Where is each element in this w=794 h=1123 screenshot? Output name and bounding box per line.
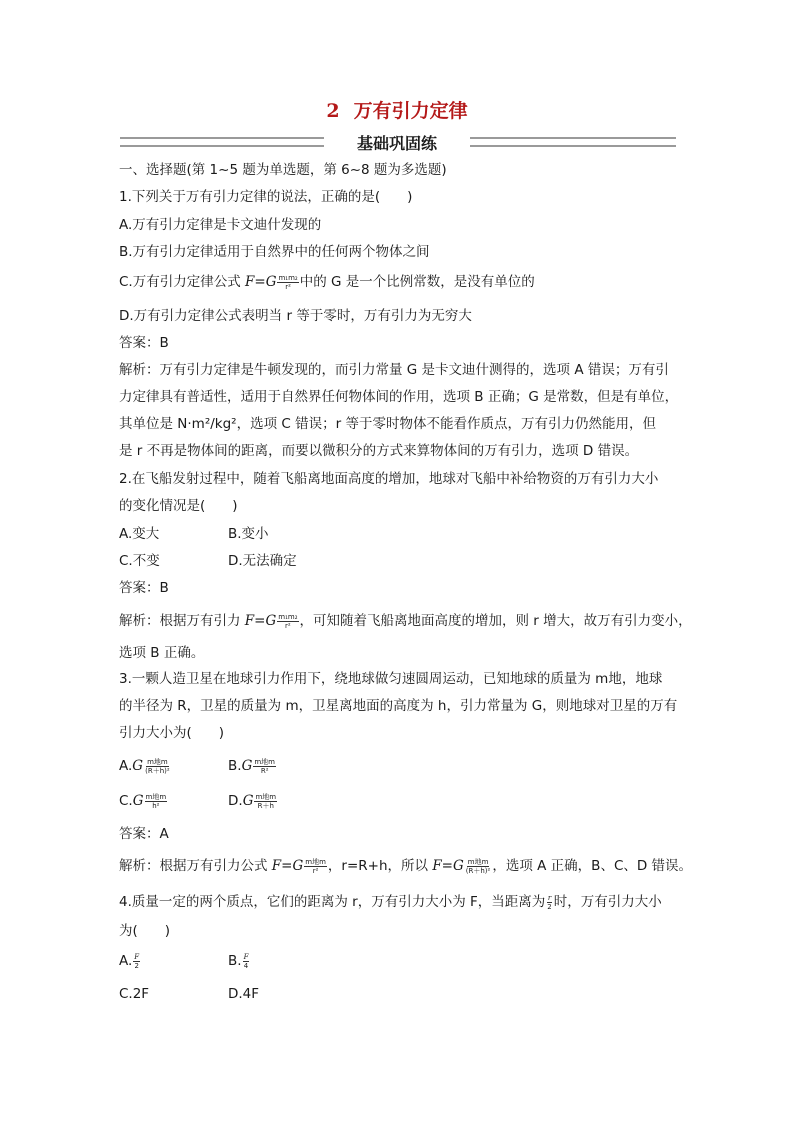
q4-stem-prefix: 4.质量一定的两个质点，它们的距离为 r，万有引力大小为 F，当距离为 — [119, 894, 546, 910]
q3-option-a — [119, 757, 172, 775]
frac-numerator: m地m — [305, 857, 326, 866]
formula-f-eq: F=G — [271, 858, 304, 874]
frac-numerator: m地m — [255, 792, 277, 801]
fraction-m1m2-r2 — [277, 613, 298, 630]
frac-denominator: r² — [312, 866, 319, 875]
frac-denominator: (R＋h)² — [465, 866, 491, 875]
fraction-m1m2-r2 — [277, 274, 298, 291]
q3-exp-suffix: ，选项 A 正确，B、C、D 错误。 — [492, 858, 693, 874]
formula-g: G — [242, 793, 254, 809]
option-letter: B. — [228, 758, 242, 774]
q3-stem-1: 3.一颗人造卫星在地球引力作用下，绕地球做匀速圆周运动，已知地球的质量为 m地，地球 — [119, 671, 663, 687]
q1-option-a: A.万有引力定律是卡文迪什发现的 — [119, 217, 322, 233]
formula-f-eq: F=G — [244, 613, 277, 629]
q1-option-c — [119, 273, 535, 291]
frac-numerator: m地m — [254, 757, 275, 766]
q2-exp-suffix: ，可知随着飞船离地面高度的增加，则 r 增大，故万有引力变小， — [299, 613, 692, 629]
frac-denominator: (R＋h)² — [145, 766, 170, 775]
frac-denominator: R＋h — [257, 801, 274, 810]
q3-stem-3: 引力大小为( ) — [119, 725, 225, 741]
fraction-mm-rh2 — [144, 758, 171, 775]
section-rule-left — [120, 137, 324, 147]
title-text: 万有引力定律 — [353, 100, 468, 122]
section-rule-right — [470, 137, 676, 147]
part-heading: 一、选择题(第 1~5 题为单选题，第 6~8 题为多选题) — [119, 162, 447, 178]
q4-option-d: D.4F — [228, 986, 260, 1002]
q3-option-c — [119, 792, 168, 810]
q1-answer: 答案：B — [119, 335, 169, 351]
q4-stem-suffix: 时，万有引力大小 — [553, 894, 662, 910]
q2-option-d: D.无法确定 — [228, 553, 297, 569]
q1-option-d: D.万有引力定律公式表明当 r 等于零时，万有引力为无穷大 — [119, 308, 472, 324]
q1-option-b: B.万有引力定律适用于自然界中的任何两个物体之间 — [119, 244, 430, 260]
q2-answer: 答案：B — [119, 580, 169, 596]
fraction-r-2 — [546, 894, 552, 911]
fraction-mm-rh2 — [465, 858, 492, 875]
page-title — [0, 96, 794, 123]
q3-exp-middle: ，r=R+h，所以 — [327, 858, 433, 874]
frac-numerator: r — [547, 893, 552, 902]
q4-option-a — [119, 952, 141, 970]
fraction-mm-r2 — [304, 858, 327, 875]
q1-explanation-3: 其单位是 N·m²/kg²，选项 C 错误；r 等于零时物体不能看作质点，万有引力仍然能用，但 — [119, 416, 656, 432]
q4-stem-2: 为( ) — [119, 923, 171, 939]
q1-c-suffix: 中的 G 是一个比例常数，是没有单位的 — [299, 274, 535, 290]
q2-option-a: A.变大 — [119, 526, 160, 542]
frac-denominator: r² — [285, 621, 291, 630]
q2-option-b: B.变小 — [228, 526, 269, 542]
frac-numerator: m₁m₂ — [278, 612, 298, 621]
frac-numerator: F — [243, 952, 249, 961]
fraction-mm-r2 — [253, 758, 276, 775]
q4-stem-1 — [119, 893, 662, 911]
q2-stem-1: 2.在飞船发射过程中，随着飞船离地面高度的增加，地球对飞船中补给物资的万有引力大小 — [119, 471, 659, 487]
formula-f-eq: F=G — [432, 858, 464, 874]
fraction-f-2 — [133, 953, 140, 970]
fraction-mm-rh — [254, 793, 277, 810]
frac-denominator: R² — [260, 766, 269, 775]
q2-explanation-2: 选项 B 正确。 — [119, 645, 205, 661]
q4-option-b — [228, 952, 250, 970]
section-title: 基础巩固练 — [356, 134, 437, 153]
frac-denominator: 2 — [547, 902, 552, 911]
q3-option-d — [228, 792, 278, 810]
q2-exp-prefix: 解析：根据万有引力 — [119, 613, 245, 629]
option-letter: A. — [119, 758, 133, 774]
section-header — [120, 131, 676, 153]
frac-denominator: 2 — [134, 961, 139, 970]
fraction-f-4 — [243, 953, 250, 970]
formula-g: G — [241, 758, 253, 774]
q1-stem: 1.下列关于万有引力定律的说法，正确的是( ) — [119, 189, 413, 205]
frac-denominator: 4 — [243, 961, 249, 970]
frac-numerator: m₁m₂ — [278, 273, 298, 282]
title-number: 2 — [326, 100, 340, 122]
option-letter: C. — [119, 793, 133, 809]
formula-f-eq: F=G — [245, 274, 277, 290]
formula-g: G — [132, 758, 144, 774]
formula-g: G — [132, 793, 144, 809]
frac-numerator: m地m — [147, 757, 168, 766]
frac-numerator: m地m — [467, 857, 489, 866]
q3-exp-prefix: 解析：根据万有引力公式 — [119, 858, 272, 874]
fraction-mm-h2 — [145, 793, 168, 810]
option-letter: B. — [228, 953, 242, 969]
q4-option-c: C.2F — [119, 986, 150, 1002]
frac-numerator: F — [134, 952, 140, 961]
option-letter: A. — [119, 953, 133, 969]
q1-c-prefix: C.万有引力定律公式 — [119, 274, 246, 290]
q2-explanation-1 — [119, 612, 692, 630]
frac-numerator: m地m — [145, 792, 167, 801]
frac-denominator: r² — [285, 282, 291, 291]
q1-explanation-4: 是 r 不再是物体间的距离，而要以微积分的方式来算物体间的万有引力，选项 D 错误。 — [119, 443, 639, 459]
option-letter: D. — [228, 793, 243, 809]
q3-option-b — [228, 757, 277, 775]
frac-denominator: h² — [152, 801, 160, 810]
q2-stem-2: 的变化情况是( ) — [119, 498, 238, 514]
q1-explanation-2: 力定律具有普适性，适用于自然界任何物体间的作用，选项 B 正确；G 是常数，但是有单位， — [119, 389, 679, 405]
q3-stem-2: 的半径为 R，卫星的质量为 m，卫星离地面的高度为 h，引力常量为 G，则地球对卫星的万有 — [119, 698, 678, 714]
q3-explanation — [119, 857, 692, 875]
q2-option-c: C.不变 — [119, 553, 160, 569]
q3-answer: 答案：A — [119, 826, 169, 842]
q1-explanation-1: 解析：万有引力定律是牛顿发现的，而引力常量 G 是卡文迪什测得的，选项 A 错误；万有引 — [119, 362, 669, 378]
